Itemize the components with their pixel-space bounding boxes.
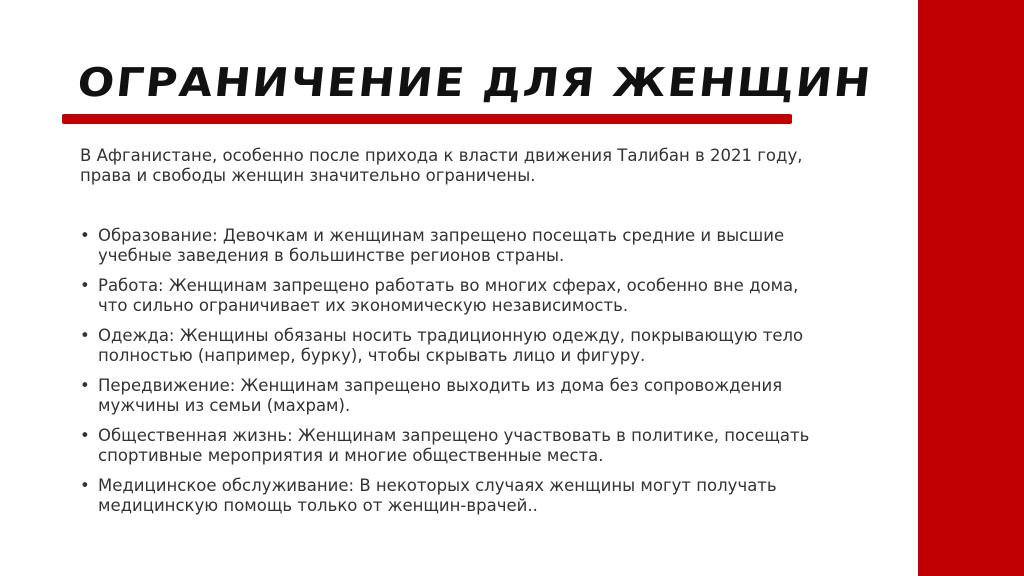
bullet-icon: • [80, 326, 90, 345]
accent-side-bar [918, 0, 1024, 576]
bullet-item-education [80, 226, 880, 266]
bullet-line: учебные заведения в большинстве регионов страны. [98, 246, 565, 265]
bullet-icon: • [80, 226, 90, 245]
bullet-line: медицинскую помощь только от женщин-врачей.. [98, 496, 538, 515]
bullet-item-clothing [80, 326, 880, 366]
bullet-list [80, 226, 880, 516]
intro-paragraph [80, 146, 880, 186]
bullet-icon: • [80, 276, 90, 295]
bullet-line: Образование: Девочкам и женщинам запрещено посещать средние и высшие [98, 226, 785, 245]
bullet-item-public-life [80, 426, 880, 466]
bullet-item-movement [80, 376, 880, 416]
intro-line: В Афганистане, особенно после прихода к власти движения Талибан в 2021 году, [80, 146, 803, 165]
bullet-line: Медицинское обслуживание: В некоторых случаях женщины могут получать [98, 476, 777, 495]
intro-line: права и свободы женщин значительно ограничены. [80, 166, 536, 185]
bullet-line: мужчины из семьи (махрам). [98, 396, 351, 415]
bullet-line: спортивные мероприятия и многие общественные места. [98, 446, 604, 465]
slide-title: ОГРАНИЧЕНИЕ ДЛЯ ЖЕНЩИН [75, 60, 875, 107]
title-underline [62, 114, 792, 124]
bullet-icon: • [80, 376, 90, 395]
bullet-item-work [80, 276, 880, 316]
bullet-line: Работа: Женщинам запрещено работать во многих сферах, особенно вне дома, [98, 276, 799, 295]
bullet-line: Передвижение: Женщинам запрещено выходить из дома без сопровождения [98, 376, 783, 395]
bullet-line: что сильно ограничивает их экономическую независимость. [98, 296, 629, 315]
bullet-icon: • [80, 426, 90, 445]
slide-content [80, 146, 880, 526]
bullet-line: Общественная жизнь: Женщинам запрещено участвовать в политике, посещать [98, 426, 810, 445]
bullet-line: полностью (например, бурку), чтобы скрывать лицо и фигуру. [98, 346, 646, 365]
bullet-item-medical [80, 476, 880, 516]
bullet-icon: • [80, 476, 90, 495]
bullet-line: Одежда: Женщины обязаны носить традиционную одежду, покрывающую тело [98, 326, 804, 345]
